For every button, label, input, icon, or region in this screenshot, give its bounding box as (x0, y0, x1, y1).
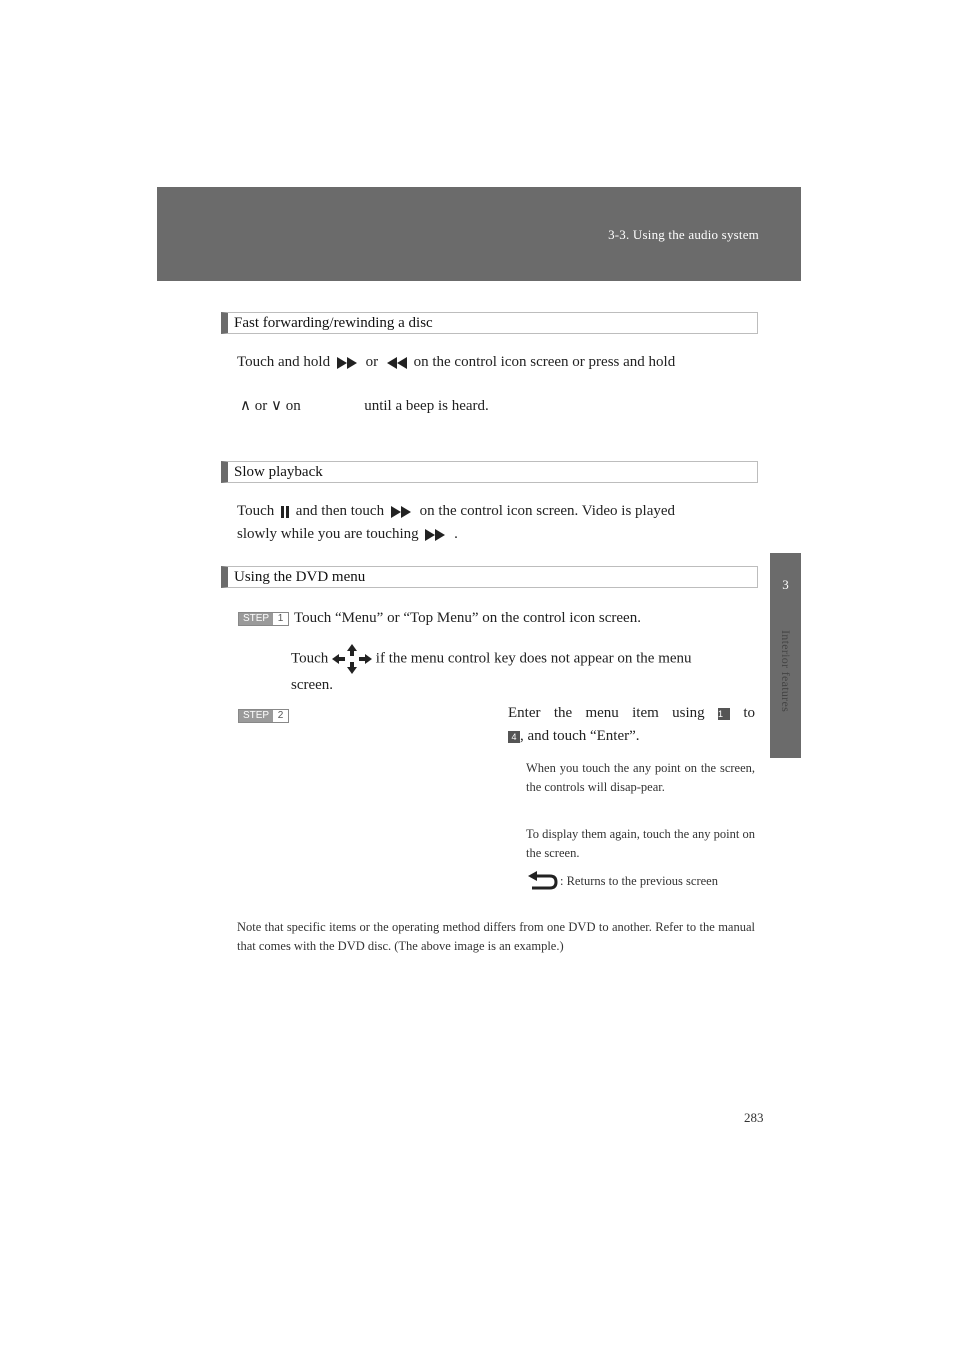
text-segment: and then touch (295, 503, 385, 519)
text-segment: until a beep is heard. (364, 398, 489, 414)
section-title-dvd-menu: Using the DVD menu (221, 566, 758, 588)
return-description: : Returns to the previous screen (560, 874, 718, 888)
step-2-note-1: When you touch the any point on the screen, the controls will disap-pear. (526, 761, 755, 794)
text-segment: if the menu control key does not appear on the menu (375, 650, 692, 667)
fast-forward-line-1 (237, 351, 757, 374)
pause-icon (278, 505, 292, 519)
text-segment: or (365, 354, 379, 370)
step-badge-2 (238, 709, 289, 723)
return-arrow-icon (526, 871, 558, 891)
step-1-subtext (291, 644, 761, 674)
section-title-slow-playback: Slow playback (221, 461, 758, 483)
text-segment: or (254, 398, 268, 414)
footnote: Note that specific items or the operating method differs from one DVD to another. Refer to the manual that comes with the DVD disc. (The above image is an example.) (237, 920, 755, 953)
text-segment: Touch (291, 650, 329, 667)
step-word: STEP (239, 710, 273, 722)
fast-forward-line-2 (240, 395, 760, 418)
step-2-note-2: To display them again, touch the any point on the screen. (526, 827, 755, 860)
slow-playback-line-2 (237, 523, 757, 546)
step-badge-1 (238, 612, 289, 626)
four-way-arrow-icon (332, 644, 372, 674)
text-segment: , and touch “Enter”. (520, 728, 640, 744)
header-band (157, 187, 801, 281)
text-segment: Enter the menu item using (508, 705, 705, 721)
chapter-tab-label: Interior features (779, 630, 793, 713)
fast-forward-icon (334, 357, 362, 369)
step-number: 1 (273, 613, 288, 625)
step-1-text: Touch “Menu” or “Top Menu” on the control icon screen. (294, 610, 641, 626)
menu-item-1-icon: 1 (718, 708, 730, 720)
rewind-icon (382, 357, 410, 369)
step-1-subtext-end: screen. (291, 677, 334, 693)
step-word: STEP (239, 613, 273, 625)
chapter-title: 3-3. Using the audio system (608, 227, 759, 242)
down-caret-icon: ∨ (270, 398, 282, 414)
up-caret-icon: ∧ (240, 398, 251, 414)
menu-item-4-icon: 4 (508, 731, 520, 743)
text-segment: on (285, 398, 301, 414)
slow-playback-line-1 (237, 500, 757, 523)
step-2-text-line-2 (508, 725, 755, 748)
chapter-number: 3 (782, 577, 789, 592)
section-title-fast-forward: Fast forwarding/rewinding a disc (221, 312, 758, 334)
text-segment: on the control icon screen or press and hold (413, 354, 676, 370)
text-segment: slowly while you are touching (237, 526, 419, 542)
step-2-text-line-1 (508, 702, 755, 725)
page-number: 283 (744, 1110, 764, 1125)
text-segment: on the control icon screen. Video is played (419, 503, 676, 519)
text-segment: Touch (237, 503, 275, 519)
fast-forward-icon (422, 529, 450, 541)
text-segment: Touch and hold (237, 354, 331, 370)
fast-forward-icon (388, 506, 416, 518)
text-segment: . (454, 526, 458, 542)
step-number: 2 (273, 710, 288, 722)
text-segment: to (743, 705, 756, 721)
